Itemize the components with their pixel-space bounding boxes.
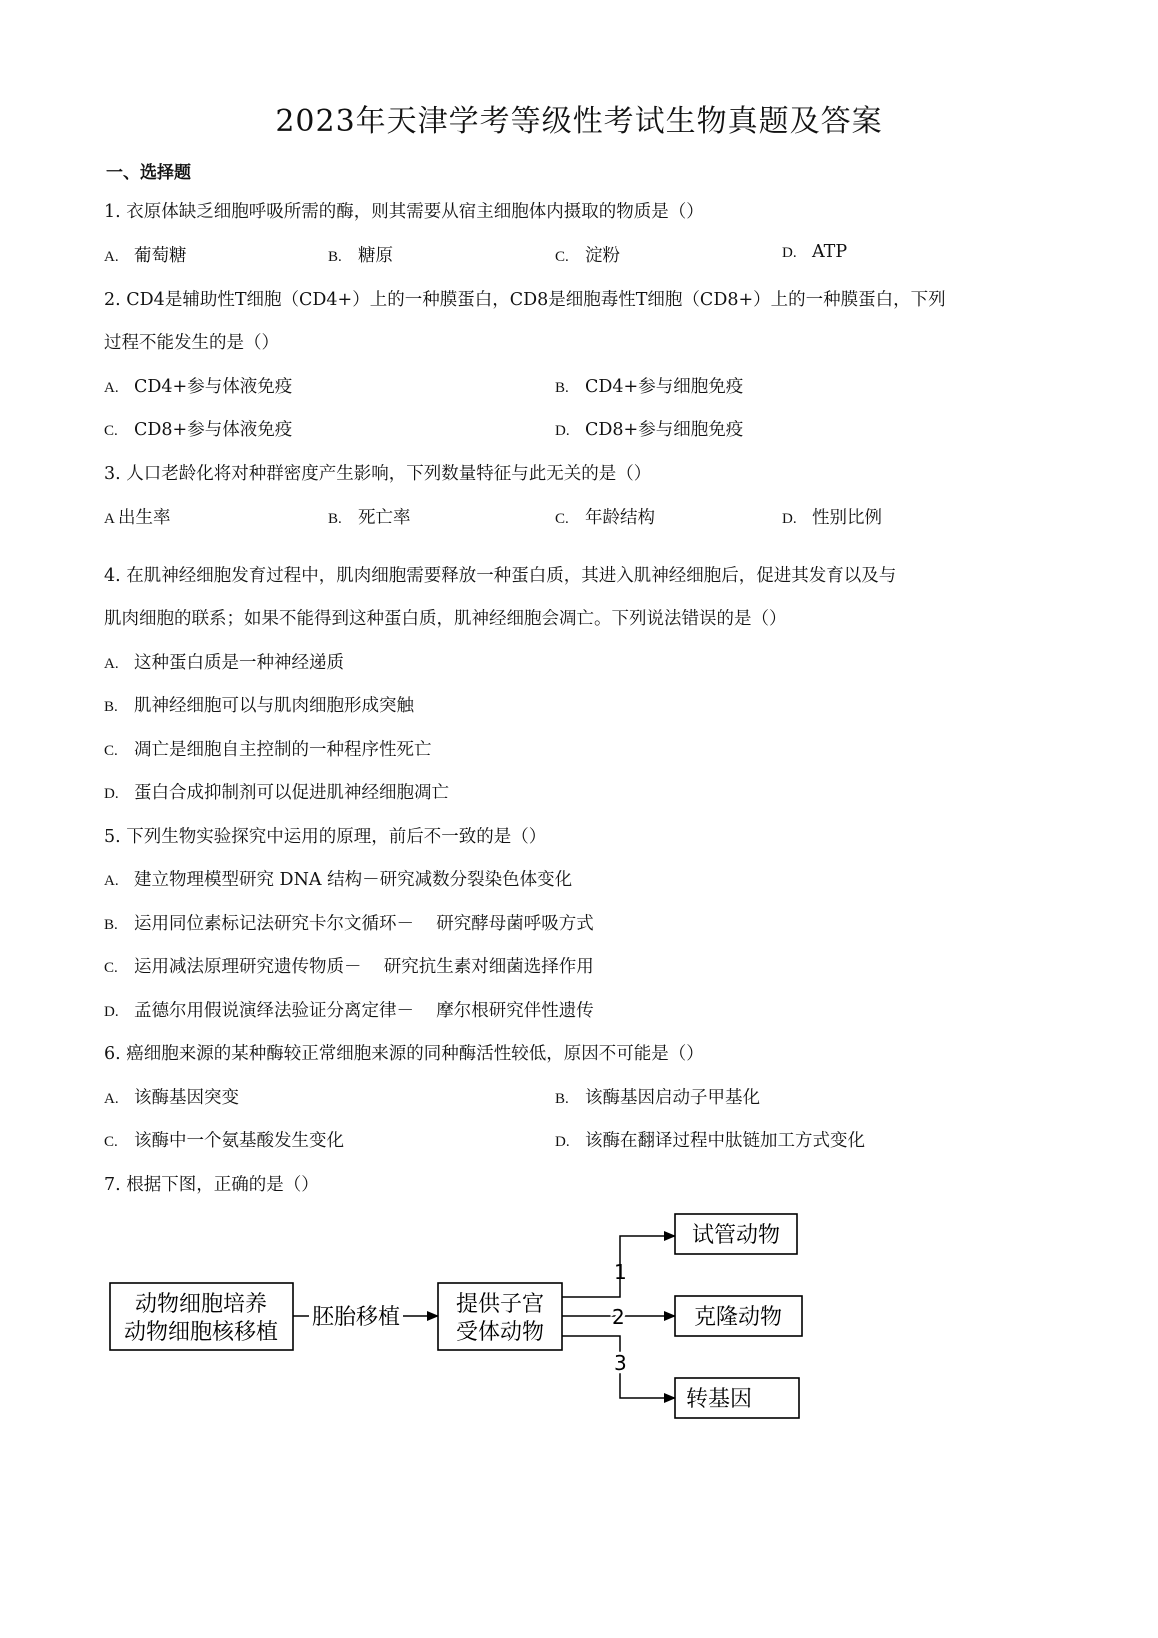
output-2: 克隆动物 — [693, 1305, 783, 1330]
q2-option-b[interactable]: B. CD4+参与细胞免疫 — [555, 377, 744, 397]
output-3: 转基因 — [685, 1387, 753, 1412]
question-3-stem: 3. 人口老龄化将对种群密度产生影响，下列数量特征与此无关的是（） — [104, 464, 652, 484]
question-2-stem-line2: 过程不能发生的是（） — [104, 333, 279, 353]
q1-option-c[interactable]: C. 淀粉 — [555, 246, 620, 266]
arrow-label-embryo-transfer: 胚胎移植 — [311, 1305, 401, 1330]
q1-option-b[interactable]: B. 糖原 — [328, 246, 393, 266]
q5-option-b[interactable]: B. 运用同位素标记法研究卡尔文循环－ 研究酵母菌呼吸方式 — [104, 914, 594, 934]
section-heading: 一、选择题 — [106, 163, 191, 183]
q6-option-c[interactable]: C. 该酶中一个氨基酸发生变化 — [104, 1131, 344, 1151]
q6-option-d[interactable]: D. 该酶在翻译过程中肽链加工方式变化 — [555, 1131, 865, 1151]
q4-option-c[interactable]: C. 凋亡是细胞自主控制的一种程序性死亡 — [104, 740, 432, 760]
q1-option-d[interactable]: D. ATP — [782, 242, 848, 262]
question-1-stem: 1. 衣原体缺乏细胞呼吸所需的酶，则其需要从宿主细胞体内摄取的物质是（） — [104, 202, 704, 222]
question-2-stem-line1: 2. CD4是辅助性T细胞（CD4+）上的一种膜蛋白，CD8是细胞毒性T细胞（CD8+）上的一种膜蛋白，下列 — [104, 290, 946, 310]
branch-label-1: 1 — [614, 1260, 627, 1284]
box-left-line1: 动物细胞培养 — [134, 1292, 268, 1317]
box-left-line2: 动物细胞核移植 — [123, 1320, 279, 1345]
q4-option-a[interactable]: A. 这种蛋白质是一种神经递质 — [104, 653, 344, 673]
q3-option-d[interactable]: D. 性别比例 — [782, 508, 882, 528]
q4-option-d[interactable]: D. 蛋白合成抑制剂可以促进肌神经细胞凋亡 — [104, 783, 449, 803]
q1-option-a[interactable]: A. 葡萄糖 — [104, 246, 187, 266]
q5-option-a[interactable]: A. 建立物理模型研究 DNA 结构－研究减数分裂染色体变化 — [104, 870, 573, 890]
q2-option-c[interactable]: C. CD8+参与体液免疫 — [104, 420, 293, 440]
page-title: 2023年天津学考等级性考试生物真题及答案 — [275, 104, 883, 139]
q3-option-b[interactable]: B. 死亡率 — [328, 508, 411, 528]
output-1: 试管动物 — [691, 1223, 781, 1248]
question-7-stem: 7. 根据下图，正确的是（） — [104, 1175, 319, 1195]
question-6-stem: 6. 癌细胞来源的某种酶较正常细胞来源的同种酶活性较低，原因不可能是（） — [104, 1044, 704, 1064]
q5-option-c[interactable]: C. 运用减法原理研究遗传物质－ 研究抗生素对细菌选择作用 — [104, 957, 594, 977]
q5-option-d[interactable]: D. 孟德尔用假说演绎法验证分离定律－ 摩尔根研究伴性遗传 — [104, 1001, 594, 1021]
q3-option-c[interactable]: C. 年龄结构 — [555, 508, 655, 528]
box-mid-line2: 受体动物 — [455, 1320, 545, 1345]
branch-label-3: 3 — [614, 1351, 627, 1375]
q3-option-a[interactable]: A 出生率 — [104, 508, 171, 528]
q4-option-b[interactable]: B. 肌神经细胞可以与肌肉细胞形成突触 — [104, 696, 414, 716]
q6-option-b[interactable]: B. 该酶基因启动子甲基化 — [555, 1088, 760, 1108]
question-4-stem-line2: 肌肉细胞的联系；如果不能得到这种蛋白质，肌神经细胞会凋亡。下列说法错误的是（） — [104, 609, 787, 629]
question-4-stem-line1: 4. 在肌神经细胞发育过程中，肌肉细胞需要释放一种蛋白质，其进入肌神经细胞后，促进其发育以及与 — [104, 566, 897, 586]
q6-option-a[interactable]: A. 该酶基因突变 — [104, 1088, 239, 1108]
question-5-stem: 5. 下列生物实验探究中运用的原理，前后不一致的是（） — [104, 827, 547, 847]
box-mid-line1: 提供子宫 — [455, 1292, 545, 1317]
q2-option-a[interactable]: A. CD4+参与体液免疫 — [104, 377, 293, 397]
q2-option-d[interactable]: D. CD8+参与细胞免疫 — [555, 420, 744, 440]
branch-label-2: 2 — [612, 1305, 625, 1329]
